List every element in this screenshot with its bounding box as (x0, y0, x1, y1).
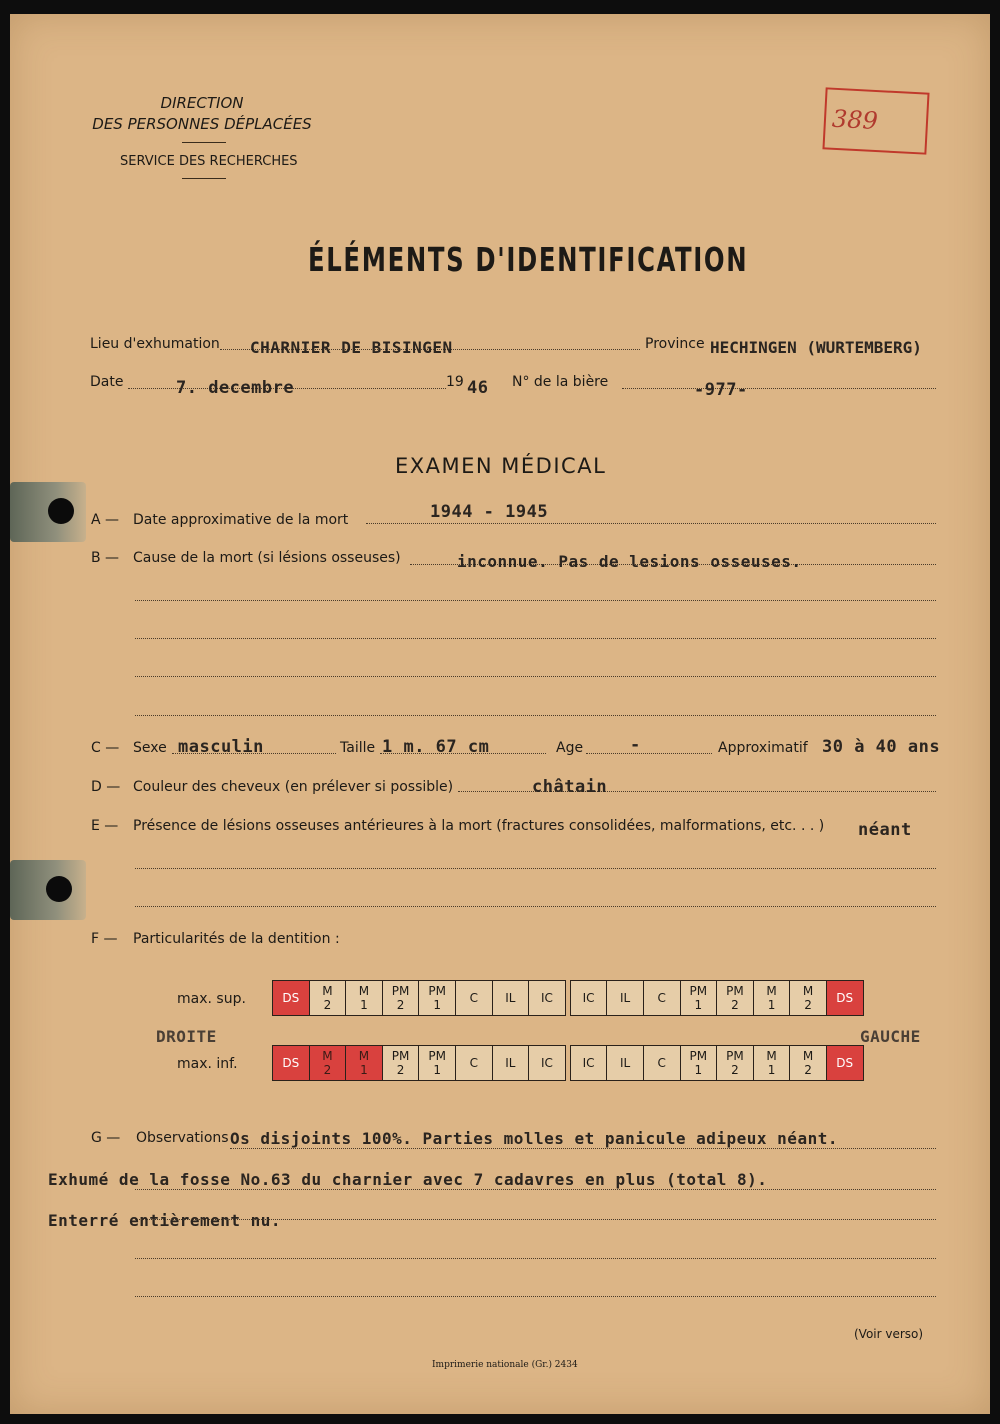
upper-tooth-9: IC (570, 981, 607, 1016)
b-line-3 (135, 638, 936, 639)
printer-imprint: Imprimerie nationale (Gr.) 2434 (432, 1360, 578, 1370)
province-label: Province (645, 336, 705, 352)
province-value: HECHINGEN (WURTEMBERG) (710, 338, 922, 357)
b-line-4 (135, 676, 936, 677)
b-line-2 (135, 600, 936, 601)
e-line-3 (135, 906, 936, 907)
upper-tooth-15: M 2 (790, 981, 827, 1016)
upper-tooth-7: IL (492, 981, 529, 1016)
year-value: 46 (467, 378, 489, 398)
upper-tooth-4: PM 2 (382, 981, 419, 1016)
year-prefix: 19 (446, 374, 464, 390)
upper-tooth-11: C (643, 981, 680, 1016)
upper-tooth-10: IL (607, 981, 644, 1016)
punch-hole-top (10, 482, 86, 542)
lower-tooth-8: IC (529, 1046, 566, 1081)
header-direction: DIRECTION (160, 94, 244, 112)
g-line-1-value: Os disjoints 100%. Parties molles et panicule adipeux néant. (230, 1129, 838, 1148)
header-personnes-deplacees: DES PERSONNES DÉPLACÉES (92, 115, 312, 133)
page-title: ÉLÉMENTS D'IDENTIFICATION (308, 240, 749, 279)
g-line-3 (135, 1219, 936, 1220)
f-label: Particularités de la dentition : (133, 931, 340, 947)
lower-tooth-13: PM 2 (717, 1046, 754, 1081)
g-label: Observations (136, 1130, 229, 1146)
exam-title: EXAMEN MÉDICAL (395, 454, 607, 478)
file-number-stamp: 389 (822, 87, 929, 154)
upper-tooth-3: M 1 (346, 981, 383, 1016)
header-rule-1 (182, 142, 226, 143)
lower-tooth-16: DS (826, 1046, 863, 1081)
lower-tooth-1: DS (273, 1046, 310, 1081)
voir-verso-note: (Voir verso) (854, 1327, 924, 1341)
e-label: Présence de lésions osseuses antérieures à la mort (fractures consolidées, malformations, etc. . . ) (133, 818, 825, 834)
g-line-2-value: Exhumé de la fosse No.63 du charnier avec 7 cadavres en plus (total 8). (48, 1170, 768, 1189)
teeth-chart-upper (272, 980, 864, 1016)
upper-tooth-13: PM 2 (717, 981, 754, 1016)
upper-tooth-2: M 2 (309, 981, 346, 1016)
upper-tooth-16: DS (826, 981, 863, 1016)
lower-tooth-2: M 2 (309, 1046, 346, 1081)
sexe-label: Sexe (133, 740, 167, 756)
age-line (586, 753, 712, 754)
lieu-value: CHARNIER DE BISINGEN (250, 338, 453, 357)
max-sup-label: max. sup. (177, 991, 246, 1007)
biere-label: N° de la bière (512, 374, 609, 390)
g-line-4 (135, 1258, 936, 1259)
taille-value: 1 m. 67 cm (382, 737, 490, 757)
upper-tooth-14: M 1 (753, 981, 790, 1016)
lieu-label: Lieu d'exhumation (90, 336, 220, 352)
sexe-value: masculin (178, 737, 264, 757)
e-value: néant (858, 820, 912, 840)
b-letter: B — (91, 550, 120, 566)
approx-label: Approximatif (718, 740, 808, 756)
g-letter: G — (91, 1130, 121, 1146)
d-label: Couleur des cheveux (en prélever si possible) (133, 779, 454, 795)
date-value: 7. decembre (176, 378, 295, 398)
g-line-5 (135, 1296, 936, 1297)
b-value: inconnue. Pas de lesions osseuses. (457, 552, 802, 571)
header-service: SERVICE DES RECHERCHES (120, 154, 298, 169)
gauche-label: GAUCHE (860, 1027, 921, 1046)
header-rule-2 (182, 178, 226, 179)
upper-tooth-12: PM 1 (680, 981, 717, 1016)
max-inf-label: max. inf. (177, 1056, 238, 1072)
d-letter: D — (91, 779, 121, 795)
biere-line (622, 388, 936, 389)
age-label: Age (556, 740, 584, 756)
date-label: Date (90, 374, 124, 390)
lower-tooth-6: C (455, 1046, 492, 1081)
a-value: 1944 - 1945 (430, 502, 549, 522)
lower-tooth-7: IL (492, 1046, 529, 1081)
b-line-5 (135, 715, 936, 716)
e-line-2 (135, 868, 936, 869)
lower-tooth-4: PM 2 (382, 1046, 419, 1081)
punch-hole-bottom (10, 860, 86, 920)
c-letter: C — (91, 740, 120, 756)
lower-tooth-9: IC (570, 1046, 607, 1081)
f-letter: F — (91, 931, 118, 947)
lower-tooth-10: IL (607, 1046, 644, 1081)
age-value: - (630, 735, 641, 755)
upper-tooth-5: PM 1 (419, 981, 456, 1016)
e-letter: E — (91, 818, 119, 834)
a-line (366, 523, 936, 524)
b-label: Cause de la mort (si lésions osseuses) (133, 550, 401, 566)
g-line-1 (230, 1148, 936, 1149)
lower-tooth-5: PM 1 (419, 1046, 456, 1081)
biere-value: -977- (694, 380, 748, 400)
document-sheet (10, 14, 990, 1414)
d-value: châtain (532, 777, 608, 797)
upper-tooth-8: IC (529, 981, 566, 1016)
a-letter: A — (91, 512, 120, 528)
lower-tooth-14: M 1 (753, 1046, 790, 1081)
droite-label: DROITE (156, 1027, 217, 1046)
approx-value: 30 à 40 ans (822, 737, 941, 757)
g-line-3-value: Enterré entièrement nu. (48, 1211, 282, 1230)
lower-tooth-11: C (643, 1046, 680, 1081)
d-line (458, 791, 936, 792)
lower-tooth-3: M 1 (346, 1046, 383, 1081)
a-label: Date approximative de la mort (133, 512, 349, 528)
upper-tooth-6: C (455, 981, 492, 1016)
lower-tooth-12: PM 1 (680, 1046, 717, 1081)
lower-tooth-15: M 2 (790, 1046, 827, 1081)
g-line-2 (135, 1189, 936, 1190)
upper-tooth-1: DS (273, 981, 310, 1016)
taille-label: Taille (340, 740, 376, 756)
teeth-chart-lower (272, 1045, 864, 1081)
